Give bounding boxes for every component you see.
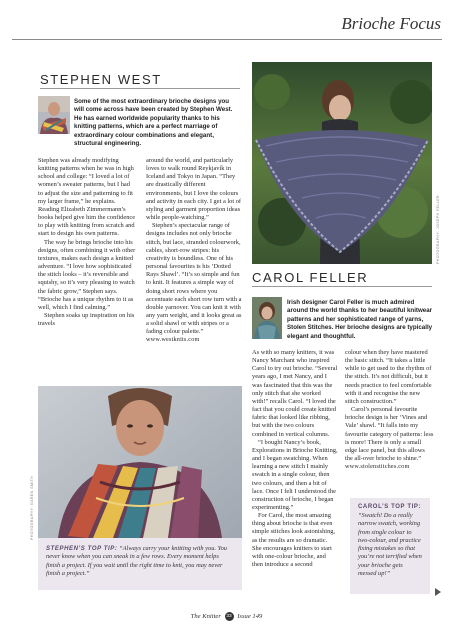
carol-top-tip-box: [350, 498, 430, 594]
stephen-name-heading: STEPHEN WEST: [40, 72, 162, 87]
carol-col1-paragraph: For Carol, the most amazing thing about brioche is that even simple stitches look astonishing, as the results are so dramatic. She encourages knitters to start with one-colour brioche, and then introduce a second: [252, 512, 336, 569]
stephen-col1-paragraph: Stephen soaks up inspiration on his travels: [38, 311, 135, 328]
carol-col1-paragraph: As with so many knitters, it was Nancy Marchant who inspired Carol to try out brioche. “Several years ago, I met Nancy, and I was fascinated that this was the only stitch that she worked with!” recalls Carol. “I loved the fact that you could create knitted fabric that looked like ribbing, but with the two colours combined in vertical columns.: [252, 349, 338, 438]
stephen-article-column-2: [146, 157, 242, 345]
stephen-tip-text: “Always carry your knitting with you. You never know when you can sneak in a few rows. Every moment helps finish a project. If you wait until the right time to knit, you may never finish a project.”: [46, 545, 227, 577]
stephen-photo-credit: PHOTOGRAPHY: GAREN SMITH: [30, 475, 34, 540]
header-divider: [12, 39, 442, 40]
stephen-website-link[interactable]: www.westknits.com: [146, 336, 200, 344]
footer-page-number: 33: [226, 614, 232, 619]
stephen-col2-paragraph: Stephen’s spectacular range of designs includes not only brioche stitch, but lace, stranded colourwork, cables, short-row stripes: his creativity is boundless. One of his personal favourites is his ‘Dotted Rays Shawl’. “It’s so simple and fun to knit. It features a simple way of doing short rows where you accentuate each short row turn with a double yarnover. You can knit it with any yarn weight, and it looks great as a solid shawl or with stripes or a fading colour palette.”: [146, 222, 242, 336]
carol-tip-title: CAROL’S TOP TIP:: [358, 504, 422, 510]
stephen-portrait-thumbnail: [38, 96, 70, 134]
footer-magazine-title: The Knitter: [190, 613, 221, 621]
stephen-article-column-1: [38, 157, 136, 328]
footer-issue-number: Issue 149: [237, 613, 263, 621]
stephen-name-divider: [40, 88, 240, 89]
stephen-intro: Some of the most extraordinary brioche designs you will come across have been created by Stephen West. He has earned worldwide popularity thanks to his knitting patterns, which are a perfect marriage of extraordinary colour combinations and elegant, structural engineering.: [74, 98, 233, 148]
carol-website-link[interactable]: www.stolenstitches.com: [345, 463, 410, 471]
page-footer: [0, 612, 453, 621]
carol-article-column-1: [252, 349, 338, 569]
carol-intro: Irish designer Carol Feller is much admired around the world thanks to her beautiful knitwear patterns and her sophisticated range of yarns, Stolen Stitches. Her brioche designs are typically elegant and thoughtful.: [287, 299, 433, 340]
next-page-arrow-icon: [435, 588, 441, 596]
carol-article-column-2: [345, 349, 434, 471]
stephen-col1-paragraph: The way he brings brioche into his designs, often combining it with other textures, makes each design a knitted adventure. “I love how sophisticated the stitch looks – it’s reversible and squishy, so it’s very pleasing to watch the fabric grow,” Stephen says. “Brioche has a unique rhythm to it as well, which I find calming.”: [38, 238, 136, 311]
carol-photo-credit: PHOTOGRAPHY: JOSEPH FELLER: [436, 194, 440, 264]
stephen-top-tip: [46, 545, 234, 578]
stephen-col1-paragraph: Stephen was already modifying knitting patterns when he was in high school and college: “I loved a lot of women’s sweater patterns, but I had to adjust the size and patterning to fit my larger frame,” he explains. Reading Elizabeth Zimmermann’s books helped give him the confidence to play with knitting from scratch and start to design his own patterns.: [38, 157, 136, 238]
carol-portrait-thumbnail: [252, 297, 282, 339]
carol-col2-paragraph: colour when they have mastered the basic stitch. “It takes a little while to get used to the rhythm of the stitch. It’s not difficult, but it needs practice to feel comfortable with it and recognise the new stitch construction.”: [345, 349, 432, 405]
carol-tip-text: “Swatch! Do a really narrow swatch, working from single colour to two-colour, and practice fixing mistakes so that you’re not terrified when your brioche gets messed up!”: [358, 512, 422, 578]
section-title: Brioche Focus: [341, 14, 441, 33]
carol-col1-paragraph: “I bought Nancy’s book, Explorations in Brioche Knitting, and I began swatching. When learning a new stitch I mainly swatch in a single colour, then two colours, and then a bit of lace. Once I felt I understood the construction of brioche, I began experimenting.”: [252, 438, 338, 511]
carol-shawl-photo: [252, 62, 432, 264]
stephen-top-tip-box: [38, 538, 242, 590]
carol-col2-paragraph: Carol’s personal favourite brioche design is her ‘Vines and Vale’ shawl. “It falls into my favourite category of patterns: less is more! There is only a small edge lace panel, but this allows the all-over brioche to shine.”: [345, 406, 434, 463]
stephen-tip-title: STEPHEN’S TOP TIP:: [46, 546, 118, 552]
carol-name-heading: CAROL FELLER: [252, 270, 369, 285]
stephen-shawl-photo: [38, 386, 242, 538]
stephen-col2-paragraph: around the world, and particularly loves to walk round Reykjavík in Iceland and Tokyo in Japan. “They are drastically different environments, but I love the colours and activity in each city. I get a lot of styling and garment proportion ideas while people-watching.”: [146, 157, 242, 222]
carol-name-divider: [252, 286, 432, 287]
